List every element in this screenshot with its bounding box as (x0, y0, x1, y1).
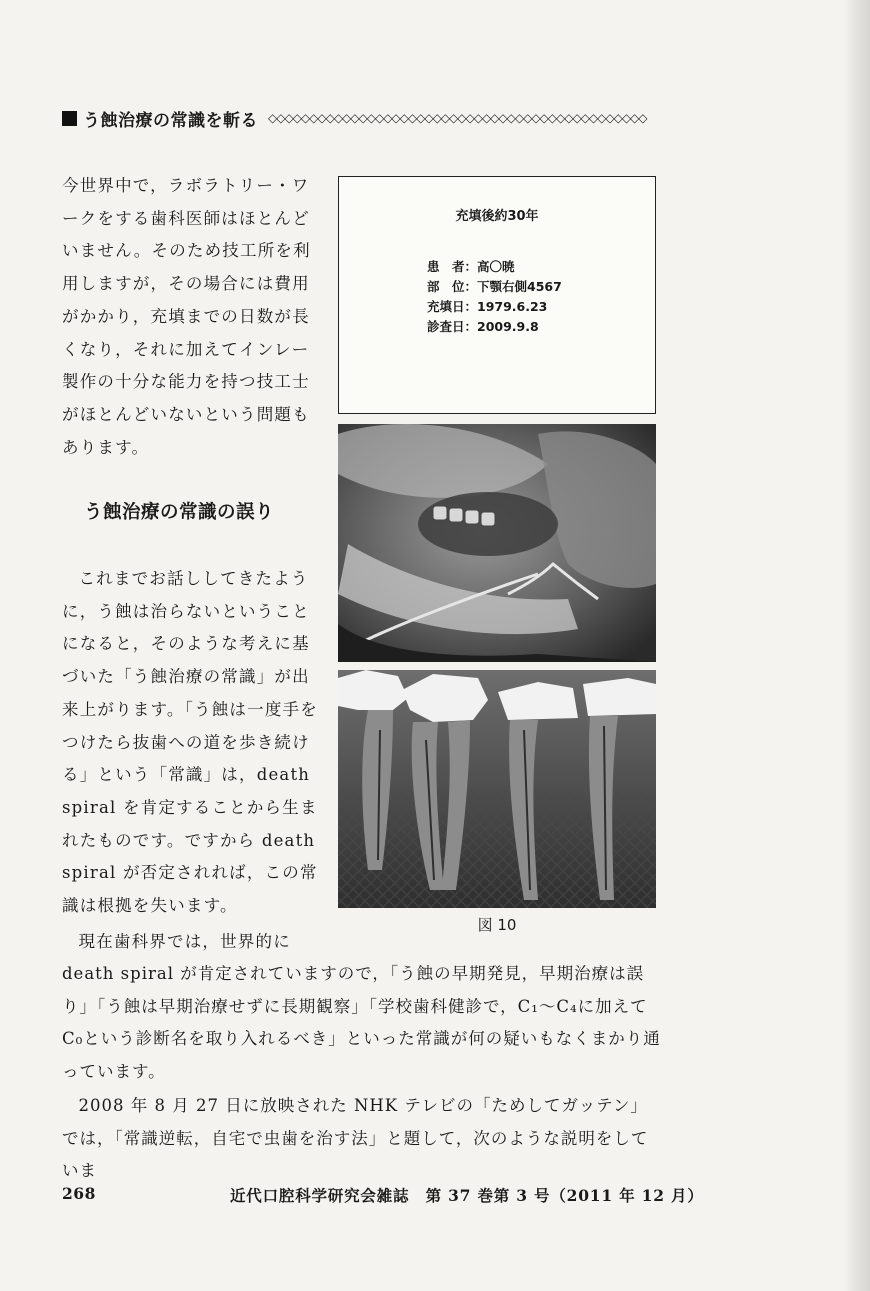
paragraph-text: 今世界中で，ラボラトリー・ワークをする歯科医師はほとんどいません。そのため技工所を利用しますが，その場合には費用がかかり，充填までの日数が長くなり，それに加えてインレー製作の十分な能力を持つ技工士がほとんどいないという問題もあります。 (62, 176, 311, 457)
exam-date-row: 診査日：2009.9.8 (427, 319, 539, 334)
paragraph-nhk (62, 1090, 662, 1188)
paragraph-common-sense (62, 563, 320, 923)
paragraph-text: 2008 年 8 月 27 日に放映された NHK テレビの「ためしてガッテン」では，「常識逆転，自宅で虫歯を治す法」と題して，次のような説明をしていま (62, 1096, 649, 1181)
paragraph-lab-work (62, 170, 320, 464)
journal-citation: 近代口腔科学研究会雑誌 第 37 巻第 3 号（2011 年 12 月） (230, 1186, 704, 1205)
paragraph-text: 現在歯科界では，世界的に (78, 932, 291, 951)
section-title: う蝕治療の常識を斬る (83, 110, 258, 130)
paragraph-text: death spiral が肯定されていますので，「う蝕の早期発見，早期治療は誤り」「う蝕は早期治療せずに長期観察」「学校歯科健診で，C₁～C₄に加えてC₀という診断名を取り入れるべき」といった常識が何の疑いもなくまかり通っています。 (62, 964, 661, 1082)
page-edge-shadow (844, 0, 870, 1291)
paragraph-text: これまでお話ししてきたように，う蝕は治らないということになると，そのような考えに基づいた「う蝕治療の常識」が出来上がります。「う蝕は一度手をつけたら抜歯への道を歩き続ける」という「常識」は，death spiral を肯定することから生まれたものです。ですから death spiral が否定されれば，この常識は根拠を失います。 (62, 569, 318, 916)
filling-date-row: 充填日：1979.6.23 (427, 299, 548, 314)
page-number: 268 (62, 1184, 96, 1203)
paragraph-current-start (62, 926, 332, 959)
site-row: 部 位：下顎右側4567 (427, 279, 562, 294)
case-info-box (338, 176, 656, 414)
case-info-rows (427, 257, 562, 337)
section-header (62, 106, 842, 130)
subsection-heading: う蝕治療の常識の誤り (84, 502, 275, 523)
case-info-title: 充填後約30年 (455, 209, 539, 224)
patient-row: 患 者：高〇暁 (427, 259, 515, 274)
diamond-rule: ◇◇◇◇◇◇◇◇◇◇◇◇◇◇◇◇◇◇◇◇◇◇◇◇◇◇◇◇◇◇◇◇◇◇◇◇◇◇◇◇◇◇◇◇◇◇ (268, 111, 647, 125)
paragraph-current-continued (62, 958, 662, 1089)
black-square-icon (62, 111, 77, 126)
intraoral-photo (338, 424, 656, 662)
figure-caption: 図 10 (477, 916, 517, 934)
dental-xray (338, 670, 656, 908)
